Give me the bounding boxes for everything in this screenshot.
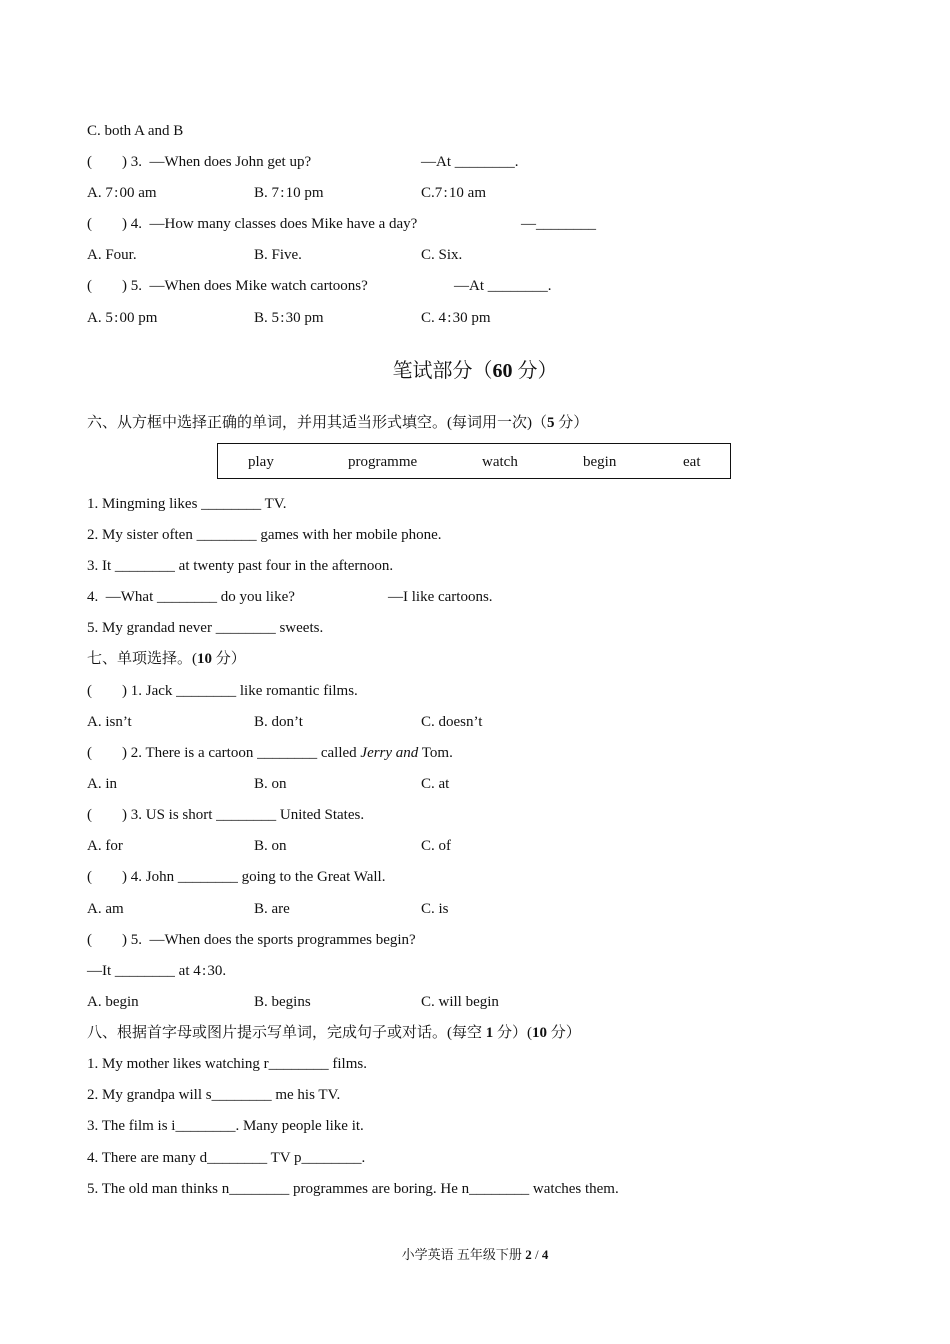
option-a: A. isn’t bbox=[87, 714, 132, 730]
option-a: A. Four. bbox=[87, 247, 137, 263]
word-box-item: play bbox=[248, 454, 274, 470]
option-c: C. 4 : 30 pm bbox=[421, 310, 491, 326]
fill-item-answer: —I like cartoons. bbox=[388, 589, 493, 605]
option-a: A. 5 : 00 pm bbox=[87, 310, 158, 326]
word-fill-item: 3. The film is i________. Many people like it. bbox=[87, 1118, 364, 1134]
option-a: A. am bbox=[87, 901, 124, 917]
word-fill-item: 5. The old man thinks n________ programmes are boring. He n________ watches them. bbox=[87, 1181, 619, 1197]
choice-question-1: ( ) 1. Jack ________ like romantic films. bbox=[87, 683, 358, 699]
option-c: C.7 : 10 am bbox=[421, 185, 487, 201]
option-c: C. will begin bbox=[421, 994, 499, 1010]
option-line: C. both A and B bbox=[87, 123, 184, 139]
option-a: A. in bbox=[87, 776, 117, 792]
option-b: B. begins bbox=[254, 994, 311, 1010]
question-4-answer: —________ bbox=[521, 216, 596, 232]
option-a: A. 7 : 00 am bbox=[87, 185, 157, 201]
fill-item: 3. It ________ at twenty past four in the afternoon. bbox=[87, 558, 394, 574]
option-b: B. 7 : 10 pm bbox=[254, 185, 324, 201]
question-4: ( ) 4. —How many classes does Mike have a day? bbox=[87, 216, 418, 232]
choice-question-2: ( ) 2. There is a cartoon ________ called Jerry and Tom. bbox=[87, 745, 453, 761]
question-3: ( ) 3. —When does John get up? bbox=[87, 154, 312, 170]
choice-question-3: ( ) 3. US is short ________ United States. bbox=[87, 807, 365, 823]
option-c: C. Six. bbox=[421, 247, 463, 263]
section-6-title: 六、从方框中选择正确的单词，并用其适当形式填空。(每词用一次)（5 分） bbox=[87, 415, 589, 431]
word-fill-item: 4. There are many d________ TV p________. bbox=[87, 1150, 366, 1166]
choice-question-5-answer: —It ________ at 4 : 30. bbox=[87, 963, 227, 979]
word-box-item: programme bbox=[348, 454, 418, 470]
word-box bbox=[217, 443, 731, 479]
fill-item: 5. My grandad never ________ sweets. bbox=[87, 620, 324, 636]
option-a: A. begin bbox=[87, 994, 139, 1010]
question-3-answer: —At ________. bbox=[421, 154, 519, 170]
option-c: C. is bbox=[421, 901, 449, 917]
word-box-item: watch bbox=[482, 454, 518, 470]
choice-question-4: ( ) 4. John ________ going to the Great Wall. bbox=[87, 869, 386, 885]
option-b: B. on bbox=[254, 838, 287, 854]
fill-item: 4. —What ________ do you like? bbox=[87, 589, 295, 605]
section-8-title: 八、根据首字母或图片提示写单词，完成句子或对话。(每空 1 分）(10 分） bbox=[87, 1025, 581, 1041]
part-heading: 笔试部分（60 分） bbox=[392, 360, 558, 382]
option-b: B. are bbox=[254, 901, 290, 917]
question-5-answer: —At ________. bbox=[454, 278, 552, 294]
page-footer: 小学英语 五年级下册 2 / 4 bbox=[401, 1247, 549, 1262]
option-c: C. at bbox=[421, 776, 450, 792]
section-7-title: 七、单项选择。(10 分） bbox=[87, 651, 246, 667]
option-c: C. of bbox=[421, 838, 451, 854]
page-number: 2 bbox=[525, 1247, 532, 1262]
option-a: A. for bbox=[87, 838, 123, 854]
option-b: B. Five. bbox=[254, 247, 302, 263]
word-box-item: eat bbox=[683, 454, 701, 470]
option-b: B. don’t bbox=[254, 714, 303, 730]
word-box-item: begin bbox=[583, 454, 617, 470]
page-total: 4 bbox=[541, 1247, 549, 1262]
question-5: ( ) 5. —When does Mike watch cartoons? bbox=[87, 278, 368, 294]
word-fill-item: 2. My grandpa will s________ me his TV. bbox=[87, 1087, 341, 1103]
option-b: B. 5 : 30 pm bbox=[254, 310, 324, 326]
fill-item: 2. My sister often ________ games with her mobile phone. bbox=[87, 527, 442, 543]
option-b: B. on bbox=[254, 776, 287, 792]
option-c: C. doesn’t bbox=[421, 714, 483, 730]
word-fill-item: 1. My mother likes watching r________ films. bbox=[87, 1056, 367, 1072]
choice-question-5: ( ) 5. —When does the sports programmes begin? bbox=[87, 932, 416, 948]
fill-item: 1. Mingming likes ________ TV. bbox=[87, 496, 287, 512]
